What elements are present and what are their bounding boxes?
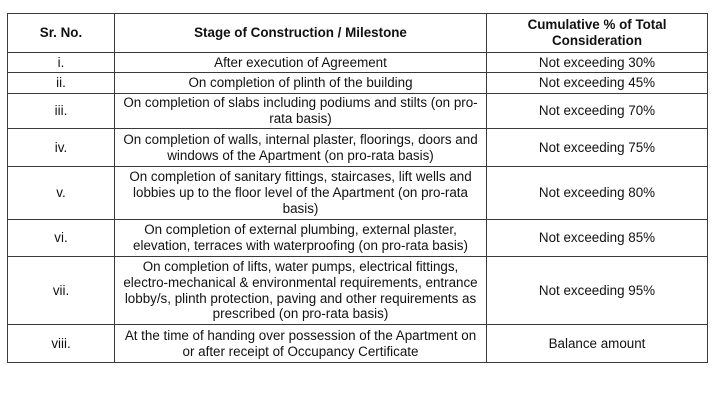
cell-stage: At the time of handing over possession of the Apartment on or after receipt of Occupancy Certificate [115,325,487,363]
header-stage: Stage of Construction / Milestone [115,14,487,53]
cell-cumulative: Balance amount [487,325,708,363]
payment-schedule-table [7,13,708,363]
cell-sr-no: v. [8,167,115,220]
table-row [8,220,708,257]
table-row [8,53,708,73]
cell-sr-no: vi. [8,220,115,257]
table-row [8,94,708,129]
cell-stage: On completion of lifts, water pumps, electrical fittings, electro-mechanical & environmental requirements, entrance lobby/s, plinth protection, paving and other requirements as prescribed (on pro-rata basis) [115,257,487,325]
cell-cumulative: Not exceeding 70% [487,94,708,129]
payment-schedule-table-container [7,13,707,363]
cell-sr-no: viii. [8,325,115,363]
table-row [8,325,708,363]
table-header-row [8,14,708,53]
header-sr-no: Sr. No. [8,14,115,53]
cell-stage: On completion of plinth of the building [115,73,487,94]
cell-stage: On completion of sanitary fittings, staircases, lift wells and lobbies up to the floor level of the Apartment (on pro-rata basis) [115,167,487,220]
cell-sr-no: vii. [8,257,115,325]
cell-stage: On completion of external plumbing, external plaster, elevation, terraces with waterproofing (on pro-rata basis) [115,220,487,257]
table-row [8,129,708,167]
cell-sr-no: iv. [8,129,115,167]
cell-sr-no: iii. [8,94,115,129]
cell-cumulative: Not exceeding 45% [487,73,708,94]
header-cumulative: Cumulative % of Total Consideration [487,14,708,53]
cell-cumulative: Not exceeding 30% [487,53,708,73]
cell-sr-no: i. [8,53,115,73]
cell-stage: After execution of Agreement [115,53,487,73]
cell-stage: On completion of walls, internal plaster, floorings, doors and windows of the Apartment (on pro-rata basis) [115,129,487,167]
cell-cumulative: Not exceeding 95% [487,257,708,325]
cell-cumulative: Not exceeding 85% [487,220,708,257]
table-row [8,257,708,325]
cell-sr-no: ii. [8,73,115,94]
table-row [8,73,708,94]
cell-cumulative: Not exceeding 80% [487,167,708,220]
cell-cumulative: Not exceeding 75% [487,129,708,167]
table-row [8,167,708,220]
cell-stage: On completion of slabs including podiums and stilts (on pro-rata basis) [115,94,487,129]
